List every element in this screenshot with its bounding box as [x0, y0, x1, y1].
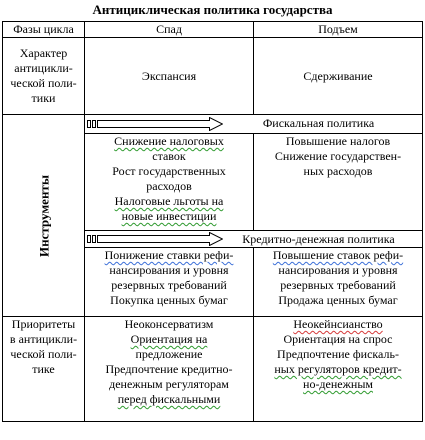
- fiscal-downturn-line: ставок: [152, 149, 186, 163]
- monetary-upturn-line: резервных требований: [280, 278, 396, 292]
- monetary-upturn-line: Продажа ценных бумаг: [278, 293, 398, 307]
- fiscal-title: Фискальная политика: [262, 116, 375, 130]
- header-phases: Фазы цикла: [3, 22, 85, 38]
- right-arrow-icon: [87, 232, 223, 246]
- fiscal-downturn-cell: [85, 134, 254, 231]
- character-label-cell: [3, 38, 85, 115]
- header-row: [3, 22, 423, 38]
- fiscal-upturn-line: Снижение государствен-: [274, 149, 402, 163]
- monetary-upturn-cell: [254, 248, 423, 317]
- priorities-upturn-cell: [254, 317, 423, 422]
- priorities-upturn-line: Предпочтение фискаль-: [277, 347, 399, 361]
- monetary-upturn-line: нансирования и уровня: [278, 263, 398, 277]
- priorities-upturn-line: ных регуляторов кредит-: [274, 362, 402, 376]
- priorities-row: [3, 317, 423, 422]
- priorities-upturn-line: но-денежным: [303, 377, 373, 391]
- monetary-title: Кредитно-денежная политика: [242, 232, 395, 246]
- fiscal-upturn-line: Повышение налогов: [285, 134, 391, 148]
- fiscal-section-cell: [85, 115, 423, 134]
- fiscal-downturn-line: новые инвестиции: [121, 209, 217, 223]
- character-downturn: Экспансия: [85, 38, 254, 115]
- priorities-downturn-line: перед фискальными: [117, 392, 221, 406]
- fiscal-upturn-cell: [254, 134, 423, 231]
- monetary-downturn-line: Покупка ценных бумаг: [110, 293, 228, 307]
- priorities-downturn-line: Неоконсерватизм: [124, 317, 214, 331]
- page-title: Антициклическая политика государства: [92, 2, 333, 17]
- monetary-downturn-line: Понижение ставки рефи-: [104, 248, 234, 262]
- fiscal-title-row: [3, 115, 423, 134]
- priorities-downturn-line: Предпочтение кредитно-: [105, 362, 233, 376]
- header-upturn: Подъем: [254, 22, 423, 38]
- header-downturn: Спад: [85, 22, 254, 38]
- monetary-downturn-line: нансирования и уровня: [109, 263, 229, 277]
- priorities-label: Приоритеты в антицикли- ческой поли- тике: [9, 317, 78, 376]
- monetary-upturn-line: Повышение ставок рефи-: [272, 248, 404, 262]
- fiscal-downturn-line: Рост государственных: [112, 164, 226, 178]
- priorities-downturn-line: Ориентация на: [130, 332, 208, 346]
- priorities-downturn-cell: [85, 317, 254, 422]
- priorities-downturn-line: предложение: [135, 347, 203, 361]
- monetary-downturn-cell: [85, 248, 254, 317]
- priorities-downturn-line: денежным регуляторам: [109, 377, 229, 391]
- priorities-upturn-line: Неокейнсианство: [293, 317, 383, 331]
- priorities-upturn-line: Ориентация на спрос: [283, 332, 393, 346]
- fiscal-downturn-line: Снижение налоговых: [114, 134, 224, 148]
- fiscal-downturn-line: расходов: [146, 179, 192, 193]
- fiscal-downturn-line: Налоговые льготы на: [114, 194, 224, 208]
- right-arrow-icon: [87, 117, 223, 131]
- character-row: [3, 38, 423, 115]
- instruments-cell: [3, 115, 85, 317]
- policy-table: [2, 21, 423, 422]
- character-label: Характер антицикли- ческой поли- тики: [10, 46, 77, 105]
- instruments-label: Инструменты: [36, 174, 51, 257]
- monetary-downturn-line: резервных требований: [111, 278, 227, 292]
- monetary-section-cell: [85, 231, 423, 248]
- character-upturn: Сдерживание: [254, 38, 423, 115]
- priorities-label-cell: [3, 317, 85, 422]
- fiscal-upturn-line: ных расходов: [303, 164, 373, 178]
